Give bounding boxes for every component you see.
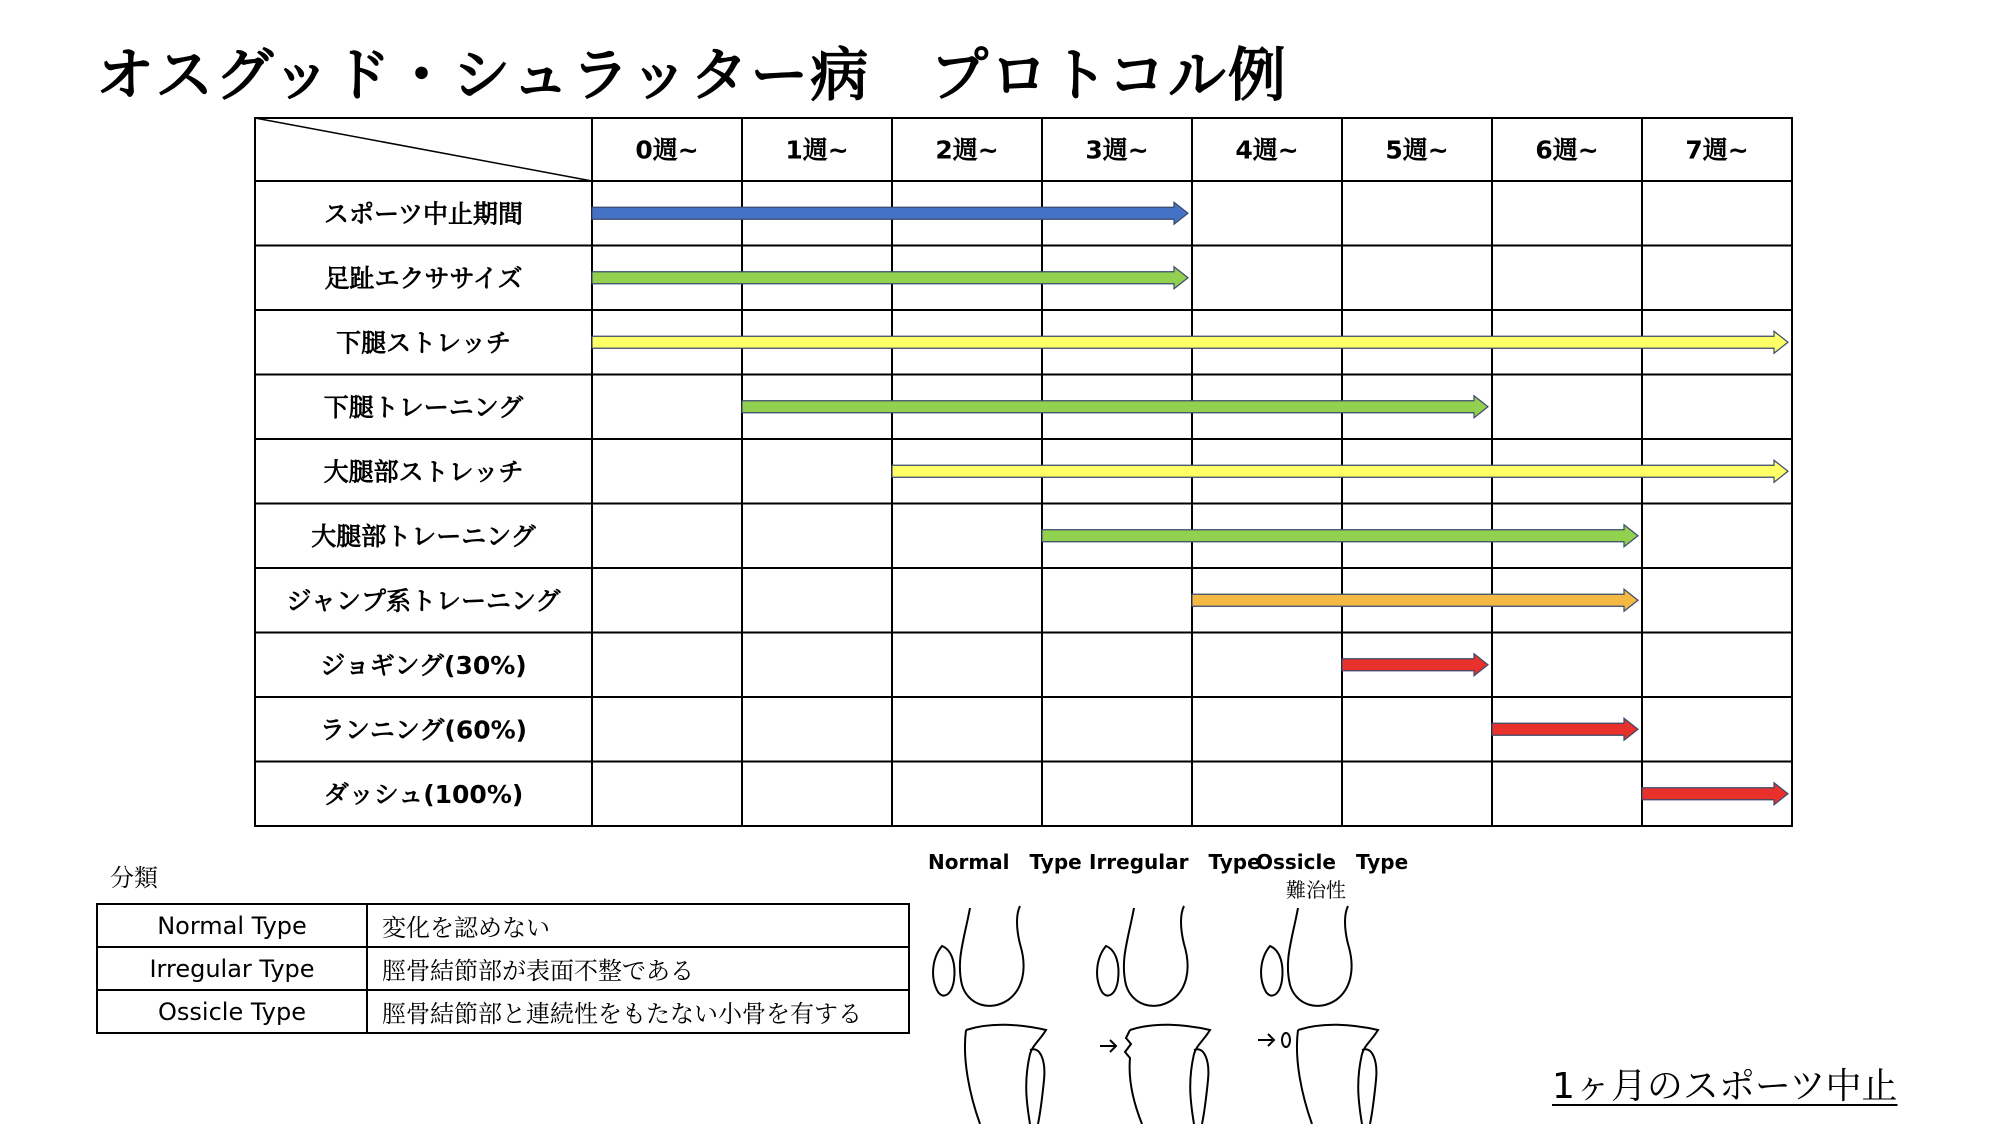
refractory-note: 難治性 (1286, 878, 1346, 902)
table-row (97, 990, 909, 1033)
normal-type-label: Normal Type (928, 850, 1082, 874)
week-header: 0週~ (635, 135, 699, 165)
classification-heading: 分類 (110, 864, 158, 892)
week-header: 2週~ (935, 135, 999, 165)
knee-illustrations (920, 900, 1420, 1124)
type-description-cell: 脛骨結節部が表面不整である (367, 947, 909, 990)
week-header: 6週~ (1535, 135, 1599, 165)
row-label: スポーツ中止期間 (323, 199, 524, 229)
row-label: ダッシュ(100%) (323, 779, 524, 809)
protocol-arrow (742, 396, 1488, 418)
week-header: 1週~ (785, 135, 849, 165)
type-description-cell: 脛骨結節部と連続性をもたない小骨を有する (367, 990, 909, 1033)
week-header: 7週~ (1685, 135, 1749, 165)
protocol-arrow (592, 331, 1788, 353)
protocol-arrow (892, 460, 1788, 482)
week-header: 4週~ (1235, 135, 1299, 165)
protocol-arrow (1192, 589, 1638, 611)
week-header: 3週~ (1085, 135, 1149, 165)
type-description-cell: 変化を認めない (367, 904, 909, 947)
protocol-arrow (1642, 783, 1788, 805)
row-label: 下腿ストレッチ (336, 328, 511, 358)
ossicle-type-knee-drawing (1258, 906, 1378, 1124)
protocol-arrow (1042, 525, 1638, 547)
table-row (97, 947, 909, 990)
type-name-cell: Ossicle Type (97, 990, 367, 1033)
classification-table (96, 903, 910, 1034)
row-label: ジャンプ系トレーニング (286, 586, 561, 616)
arrow-icon (1258, 1034, 1274, 1046)
arrow-icon (1100, 1040, 1116, 1052)
protocol-arrow (592, 267, 1188, 289)
footnote: 1ヶ月のスポーツ中止 (1552, 1066, 1898, 1107)
table-row (97, 904, 909, 947)
ossicle-type-label: Ossicle Type (1256, 850, 1409, 874)
row-label: 大腿部ストレッチ (323, 457, 524, 487)
type-name-cell: Normal Type (97, 904, 367, 947)
protocol-arrow (1492, 718, 1638, 740)
normal-type-knee-drawing (933, 906, 1046, 1124)
protocol-arrow (1342, 654, 1488, 676)
row-label: 大腿部トレーニング (311, 521, 536, 551)
irregular-type-label: Irregular Type (1089, 850, 1261, 874)
week-header: 5週~ (1385, 135, 1449, 165)
protocol-arrow (592, 202, 1188, 224)
row-label: ジョギング(30%) (320, 650, 527, 680)
irregular-type-knee-drawing (1097, 906, 1210, 1124)
row-label: ランニング(60%) (319, 715, 528, 745)
corner-diagonal (255, 118, 592, 181)
row-label: 足趾エクササイズ (324, 263, 523, 293)
page-title: オスグッド・シュラッター病 プロトコル例 (96, 41, 1288, 109)
type-name-cell: Irregular Type (97, 947, 367, 990)
row-label: 下腿トレーニング (323, 392, 524, 422)
